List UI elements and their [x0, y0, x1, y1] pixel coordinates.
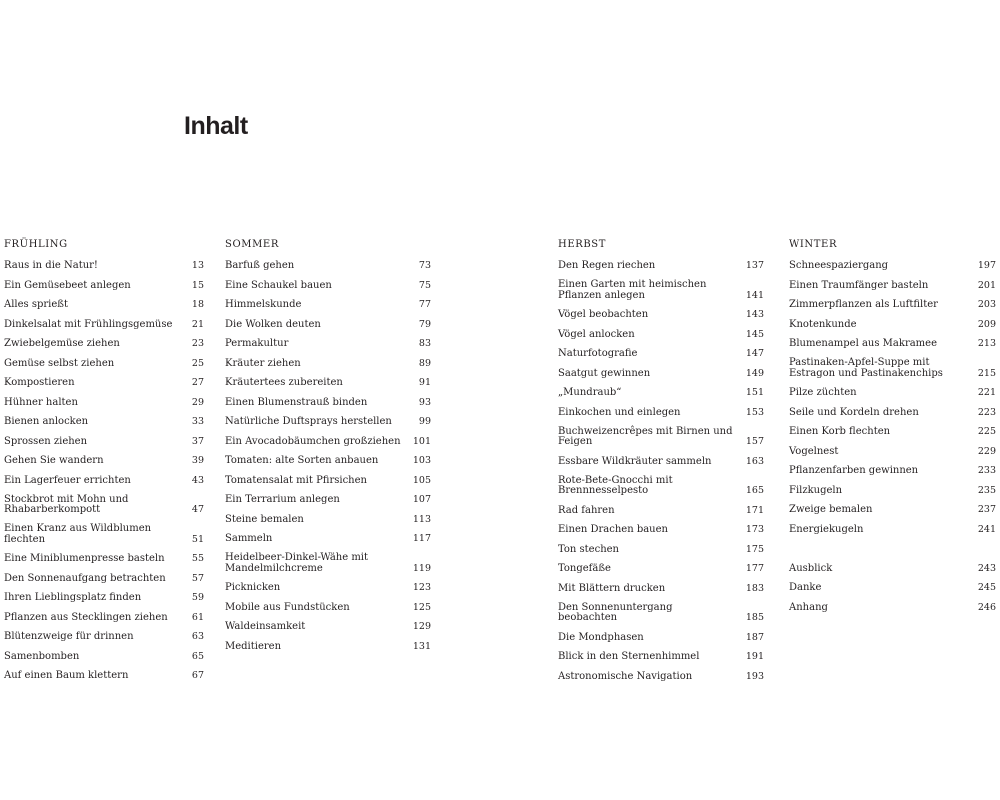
- toc-entry-title: Natürliche Duftsprays herstellen: [225, 416, 392, 427]
- toc-entry-title: Tomaten: alte Sorten anbauen: [225, 455, 379, 466]
- toc-entry-page: 153: [745, 406, 764, 418]
- toc-entry-title: Buchweizencrêpes mit Birnen und Feigen: [558, 425, 733, 447]
- toc-entry: [4, 374, 204, 394]
- toc-entry-page: 175: [745, 543, 764, 555]
- toc-entry-page: 23: [191, 338, 204, 349]
- toc-entry-page: 165: [745, 485, 764, 496]
- toc-entry-page: 103: [412, 455, 431, 466]
- toc-entry: [558, 277, 764, 307]
- toc-entry-page: 143: [745, 309, 764, 320]
- section-heading: SOMMER: [225, 239, 279, 250]
- toc-entry: [558, 580, 764, 600]
- toc-entry: [789, 462, 996, 482]
- toc-entry-title: Einen Drachen bauen: [558, 524, 668, 535]
- toc-entry: [4, 628, 204, 648]
- toc-entry: [789, 579, 996, 599]
- toc-entry-title: Sprossen ziehen: [4, 435, 88, 447]
- toc-entry-title: Rote-Bete-Gnocchi mit Brennnesselpesto: [558, 474, 673, 496]
- toc-entry-title: Rad fahren: [558, 504, 615, 516]
- toc-column-sommer: [225, 238, 431, 657]
- toc-entry: [4, 550, 204, 570]
- toc-entry-page: 145: [745, 328, 764, 340]
- toc-entry-title: Zwiebelgemüse ziehen: [4, 338, 120, 349]
- toc-entry: [789, 423, 996, 443]
- toc-entry-title: Stockbrot mit Mohn und Rhabarberkompott: [4, 493, 129, 515]
- toc-entry-page: 209: [977, 318, 996, 330]
- toc-entry: [558, 384, 764, 404]
- toc-entry-page: 47: [191, 504, 204, 515]
- toc-entry-title: Einen Traumfänger basteln: [789, 279, 929, 291]
- toc-list: [558, 257, 764, 687]
- toc-entry-title: Einen Garten mit heimischen Pflanzen anlegen: [558, 279, 707, 301]
- toc-entry: [789, 443, 996, 463]
- toc-entry: [558, 472, 764, 502]
- toc-entry-page: 241: [977, 523, 996, 535]
- toc-entry: [4, 472, 204, 492]
- toc-entry-title: Alles sprießt: [4, 299, 68, 310]
- toc-entry: [4, 609, 204, 629]
- toc-entry-page: 123: [412, 582, 431, 593]
- toc-entry-title: Raus in die Natur!: [4, 260, 98, 271]
- toc-entry-title: Waldeinsamkeit: [225, 621, 306, 632]
- toc-entry: [789, 316, 996, 336]
- toc-entry: [558, 648, 764, 668]
- toc-entry: [789, 335, 996, 355]
- toc-entry: [4, 413, 204, 433]
- toc-entry-title: Ausblick: [789, 562, 833, 574]
- toc-entry: [4, 570, 204, 590]
- toc-entry-title: Hühner halten: [4, 396, 78, 408]
- toc-entry-title: Energiekugeln: [789, 523, 864, 535]
- toc-entry: [225, 638, 431, 658]
- toc-entry-title: Bienen anlocken: [4, 416, 89, 427]
- toc-entry-page: 113: [412, 513, 431, 525]
- toc-entry: [225, 618, 431, 638]
- toc-entry-title: Anhang: [789, 601, 828, 613]
- toc-entry: [4, 394, 204, 414]
- toc-entry-title: Sammeln: [225, 533, 273, 544]
- toc-entry-page: 67: [191, 670, 204, 681]
- toc-entry: [225, 579, 431, 599]
- toc-entry: [225, 277, 431, 297]
- toc-entry-page: 89: [418, 357, 431, 369]
- toc-entry-page: 65: [191, 650, 204, 662]
- toc-entry-page: 193: [745, 670, 764, 682]
- toc-entry: [789, 560, 996, 580]
- toc-entry-page: 229: [977, 445, 996, 457]
- toc-entry-page: 125: [412, 601, 431, 613]
- toc-entry-title: Pflanzen aus Stecklingen ziehen: [4, 611, 168, 623]
- toc-entry-title: Vögel anlocken: [558, 328, 635, 340]
- toc-entry-page: 119: [412, 562, 431, 574]
- toc-entry: [558, 257, 764, 277]
- toc-entry-title: Essbare Wildkräuter sammeln: [558, 455, 712, 467]
- toc-entry-title: Dinkelsalat mit Frühlingsgemüse: [4, 318, 173, 330]
- toc-entry-page: 73: [418, 260, 431, 271]
- toc-entry-page: 93: [418, 396, 431, 408]
- toc-entry-title: Kompostieren: [4, 377, 75, 388]
- toc-entry-page: 79: [418, 318, 431, 330]
- toc-entry: [225, 472, 431, 492]
- toc-entry-page: 213: [977, 338, 996, 349]
- toc-entry: [225, 335, 431, 355]
- toc-entry: [789, 257, 996, 277]
- toc-entry-title: Steine bemalen: [225, 513, 304, 525]
- toc-entry-title: Pastinaken-Apfel-Suppe mit Estragon und Pastinakenchips: [789, 357, 943, 379]
- toc-entry-title: Zweige bemalen: [789, 504, 873, 515]
- toc-entry: [225, 374, 431, 394]
- toc-entry-page: 13: [191, 260, 204, 271]
- toc-entry-page: 203: [977, 299, 996, 310]
- toc-entry: [4, 648, 204, 668]
- toc-entry: [4, 257, 204, 277]
- toc-entry: [558, 326, 764, 346]
- toc-entry-page: 77: [418, 299, 431, 310]
- toc-entry-page: 91: [418, 377, 431, 388]
- toc-entry-title: Kräutertees zubereiten: [225, 377, 343, 388]
- toc-entry-page: 51: [191, 533, 204, 545]
- toc-entry-title: Einen Korb flechten: [789, 426, 891, 437]
- toc-entry-page: 197: [977, 260, 996, 271]
- toc-entry: [225, 433, 431, 453]
- toc-entry-title: Ein Gemüsebeet anlegen: [4, 279, 131, 291]
- toc-entry-title: Permakultur: [225, 338, 289, 349]
- toc-entry-title: Knotenkunde: [789, 318, 857, 330]
- toc-entry-page: 37: [191, 435, 204, 447]
- toc-entry-title: Himmelskunde: [225, 299, 302, 310]
- toc-entry-title: Den Sonnenuntergang beobachten: [558, 601, 673, 623]
- toc-entry: [225, 491, 431, 511]
- toc-entry-title: Ein Terrarium anlegen: [225, 494, 340, 505]
- toc-entry: [558, 668, 764, 688]
- toc-entry-title: Kräuter ziehen: [225, 357, 301, 369]
- toc-entry-page: 233: [977, 465, 996, 476]
- toc-entry-title: Saatgut gewinnen: [558, 367, 651, 379]
- toc-column-herbst: [558, 238, 764, 687]
- toc-entry-title: Naturfotografie: [558, 348, 638, 359]
- toc-entry-page: 187: [745, 631, 764, 643]
- toc-entry-title: Pilze züchten: [789, 387, 857, 398]
- toc-entry-page: 61: [191, 611, 204, 623]
- toc-entry-title: Zimmerpflanzen als Luftfilter: [789, 299, 938, 310]
- toc-entry-title: Einen Blumenstrauß binden: [225, 396, 368, 408]
- toc-entry-title: Tomatensalat mit Pfirsichen: [225, 474, 367, 486]
- toc-entry: [225, 316, 431, 336]
- toc-entry-page: 25: [191, 357, 204, 369]
- toc-entry: [225, 550, 431, 580]
- toc-entry-title: Blick in den Sternenhimmel: [558, 651, 700, 662]
- toc-entry: [225, 394, 431, 414]
- toc-entry-page: 21: [191, 318, 204, 330]
- toc-entry-title: Ihren Lieblingsplatz finden: [4, 592, 142, 603]
- toc-entry-page: 101: [412, 435, 431, 447]
- toc-entry-title: Einkochen und einlegen: [558, 406, 681, 418]
- toc-entry: [558, 365, 764, 385]
- toc-entry-page: 163: [745, 455, 764, 467]
- toc-entry: [789, 482, 996, 502]
- toc-entry-title: Tongefäße: [558, 563, 611, 574]
- toc-entry-title: Den Regen riechen: [558, 260, 656, 271]
- toc-entry-title: Vogelnest: [789, 445, 839, 457]
- toc-entry-title: Gemüse selbst ziehen: [4, 357, 115, 369]
- toc-entry-title: Heidelbeer-Dinkel-Wähe mit Mandelmilchcreme: [225, 552, 369, 574]
- toc-entry-title: „Mundraub“: [558, 387, 622, 398]
- toc-entry: [4, 667, 204, 687]
- toc-entry-title: Blütenzweige für drinnen: [4, 631, 134, 642]
- toc-entry-page: 173: [745, 524, 764, 535]
- toc-entry: [558, 521, 764, 541]
- toc-entry-page: 147: [745, 348, 764, 359]
- toc-list: [789, 257, 996, 540]
- toc-entry-page: 63: [191, 631, 204, 642]
- toc-entry-title: Vögel beobachten: [558, 309, 649, 320]
- toc-entry: [789, 404, 996, 424]
- toc-entry-page: 33: [191, 416, 204, 427]
- toc-entry: [4, 589, 204, 609]
- toc-entry: [789, 384, 996, 404]
- toc-entry: [558, 306, 764, 326]
- toc-entry: [789, 521, 996, 541]
- toc-column-winter: [789, 238, 996, 618]
- toc-entry: [225, 296, 431, 316]
- toc-entry-page: 29: [191, 396, 204, 408]
- toc-entry-page: 105: [412, 474, 431, 486]
- toc-entry-page: 43: [191, 474, 204, 486]
- toc-list-appendix: [789, 560, 996, 619]
- toc-entry-title: Picknicken: [225, 582, 281, 593]
- section-heading: WINTER: [789, 239, 838, 250]
- toc-entry: [558, 599, 764, 629]
- toc-entry-title: Meditieren: [225, 640, 282, 652]
- toc-entry: [225, 257, 431, 277]
- toc-entry-page: 59: [191, 592, 204, 603]
- toc-entry: [4, 433, 204, 453]
- toc-entry-title: Auf einen Baum klettern: [4, 670, 129, 681]
- toc-entry: [789, 599, 996, 619]
- toc-entry: [558, 502, 764, 522]
- toc-entry-title: Die Mondphasen: [558, 631, 644, 643]
- toc-entry-page: 171: [745, 504, 764, 516]
- toc-entry: [4, 452, 204, 472]
- toc-entry-page: 149: [745, 367, 764, 379]
- toc-entry: [558, 423, 764, 453]
- toc-entry-page: 137: [745, 260, 764, 271]
- toc-entry: [789, 277, 996, 297]
- toc-entry-page: 107: [412, 494, 431, 505]
- toc-entry: [558, 345, 764, 365]
- toc-entry: [225, 599, 431, 619]
- section-heading: HERBST: [558, 239, 607, 250]
- toc-entry-page: 39: [191, 455, 204, 466]
- toc-entry: [4, 277, 204, 297]
- toc-entry-title: Mit Blättern drucken: [558, 582, 666, 594]
- toc-entry-page: 15: [191, 279, 204, 291]
- toc-entry-title: Ein Lagerfeuer errichten: [4, 474, 131, 486]
- toc-entry: [4, 355, 204, 375]
- toc-entry-page: 18: [191, 299, 204, 310]
- toc-entry: [558, 629, 764, 649]
- toc-entry-title: Gehen Sie wandern: [4, 455, 104, 466]
- section-heading: FRÜHLING: [4, 239, 68, 250]
- toc-entry-page: 57: [191, 572, 204, 584]
- page-title: Inhalt: [184, 112, 248, 140]
- toc-entry: [558, 541, 764, 561]
- toc-entry-title: Filzkugeln: [789, 484, 843, 496]
- toc-entry-page: 141: [745, 289, 764, 301]
- toc-entry-page: 245: [977, 582, 996, 593]
- toc-entry-page: 243: [977, 562, 996, 574]
- toc-entry-title: Seile und Kordeln drehen: [789, 406, 919, 418]
- toc-entry-page: 183: [745, 582, 764, 594]
- toc-entry: [558, 453, 764, 473]
- toc-entry: [225, 413, 431, 433]
- toc-entry-title: Eine Miniblumenpresse basteln: [4, 553, 165, 564]
- toc-entry-title: Astronomische Navigation: [558, 670, 693, 682]
- toc-entry-page: 235: [977, 484, 996, 496]
- toc-entry-title: Ein Avocadobäumchen großziehen: [225, 435, 401, 447]
- toc-entry-page: 225: [977, 426, 996, 437]
- toc-entry-page: 99: [418, 416, 431, 427]
- toc-entry: [225, 511, 431, 531]
- toc-list: [225, 257, 431, 657]
- toc-entry-page: 237: [977, 504, 996, 515]
- toc-entry-page: 157: [745, 436, 764, 447]
- toc-entry-page: 215: [977, 367, 996, 379]
- toc-entry-page: 55: [191, 553, 204, 564]
- toc-entry-title: Ton stechen: [558, 543, 620, 555]
- toc-entry-page: 223: [977, 406, 996, 418]
- toc-column-fruehling: [4, 238, 204, 687]
- toc-entry-title: Eine Schaukel bauen: [225, 279, 332, 291]
- toc-entry-page: 27: [191, 377, 204, 388]
- toc-entry-page: 185: [745, 612, 764, 623]
- toc-entry-title: Einen Kranz aus Wildblumen flechten: [4, 523, 152, 545]
- toc-entry: [4, 316, 204, 336]
- toc-entry-title: Samenbomben: [4, 650, 80, 662]
- toc-entry-title: Danke: [789, 582, 822, 593]
- toc-entry: [4, 521, 204, 551]
- toc-entry-title: Pflanzenfarben gewinnen: [789, 465, 919, 476]
- toc-entry-page: 221: [977, 387, 996, 398]
- toc-entry-page: 131: [412, 640, 431, 652]
- toc-list: [4, 257, 204, 687]
- toc-entry-page: 151: [745, 387, 764, 398]
- toc-entry: [225, 530, 431, 550]
- toc-entry: [789, 355, 996, 385]
- toc-entry: [558, 404, 764, 424]
- toc-entry-title: Die Wolken deuten: [225, 318, 321, 330]
- toc-entry-title: Den Sonnenaufgang betrachten: [4, 572, 166, 584]
- toc-entry: [4, 335, 204, 355]
- toc-entry-title: Barfuß gehen: [225, 260, 295, 271]
- toc-entry-page: 83: [418, 338, 431, 349]
- toc-entry: [225, 355, 431, 375]
- toc-entry-page: 177: [745, 563, 764, 574]
- toc-entry-page: 129: [412, 621, 431, 632]
- toc-entry: [558, 560, 764, 580]
- toc-entry-title: Schneespaziergang: [789, 260, 889, 271]
- toc-entry: [4, 296, 204, 316]
- toc-entry-page: 246: [977, 601, 996, 613]
- toc-entry: [4, 491, 204, 521]
- toc-entry: [789, 501, 996, 521]
- toc-entry-title: Mobile aus Fundstücken: [225, 601, 350, 613]
- toc-entry: [789, 296, 996, 316]
- toc-entry-page: 201: [977, 279, 996, 291]
- toc-entry-page: 191: [745, 651, 764, 662]
- toc-entry-page: 117: [412, 533, 431, 544]
- toc-entry: [225, 452, 431, 472]
- toc-entry-title: Blumenampel aus Makramee: [789, 338, 938, 349]
- toc-entry-page: 75: [418, 279, 431, 291]
